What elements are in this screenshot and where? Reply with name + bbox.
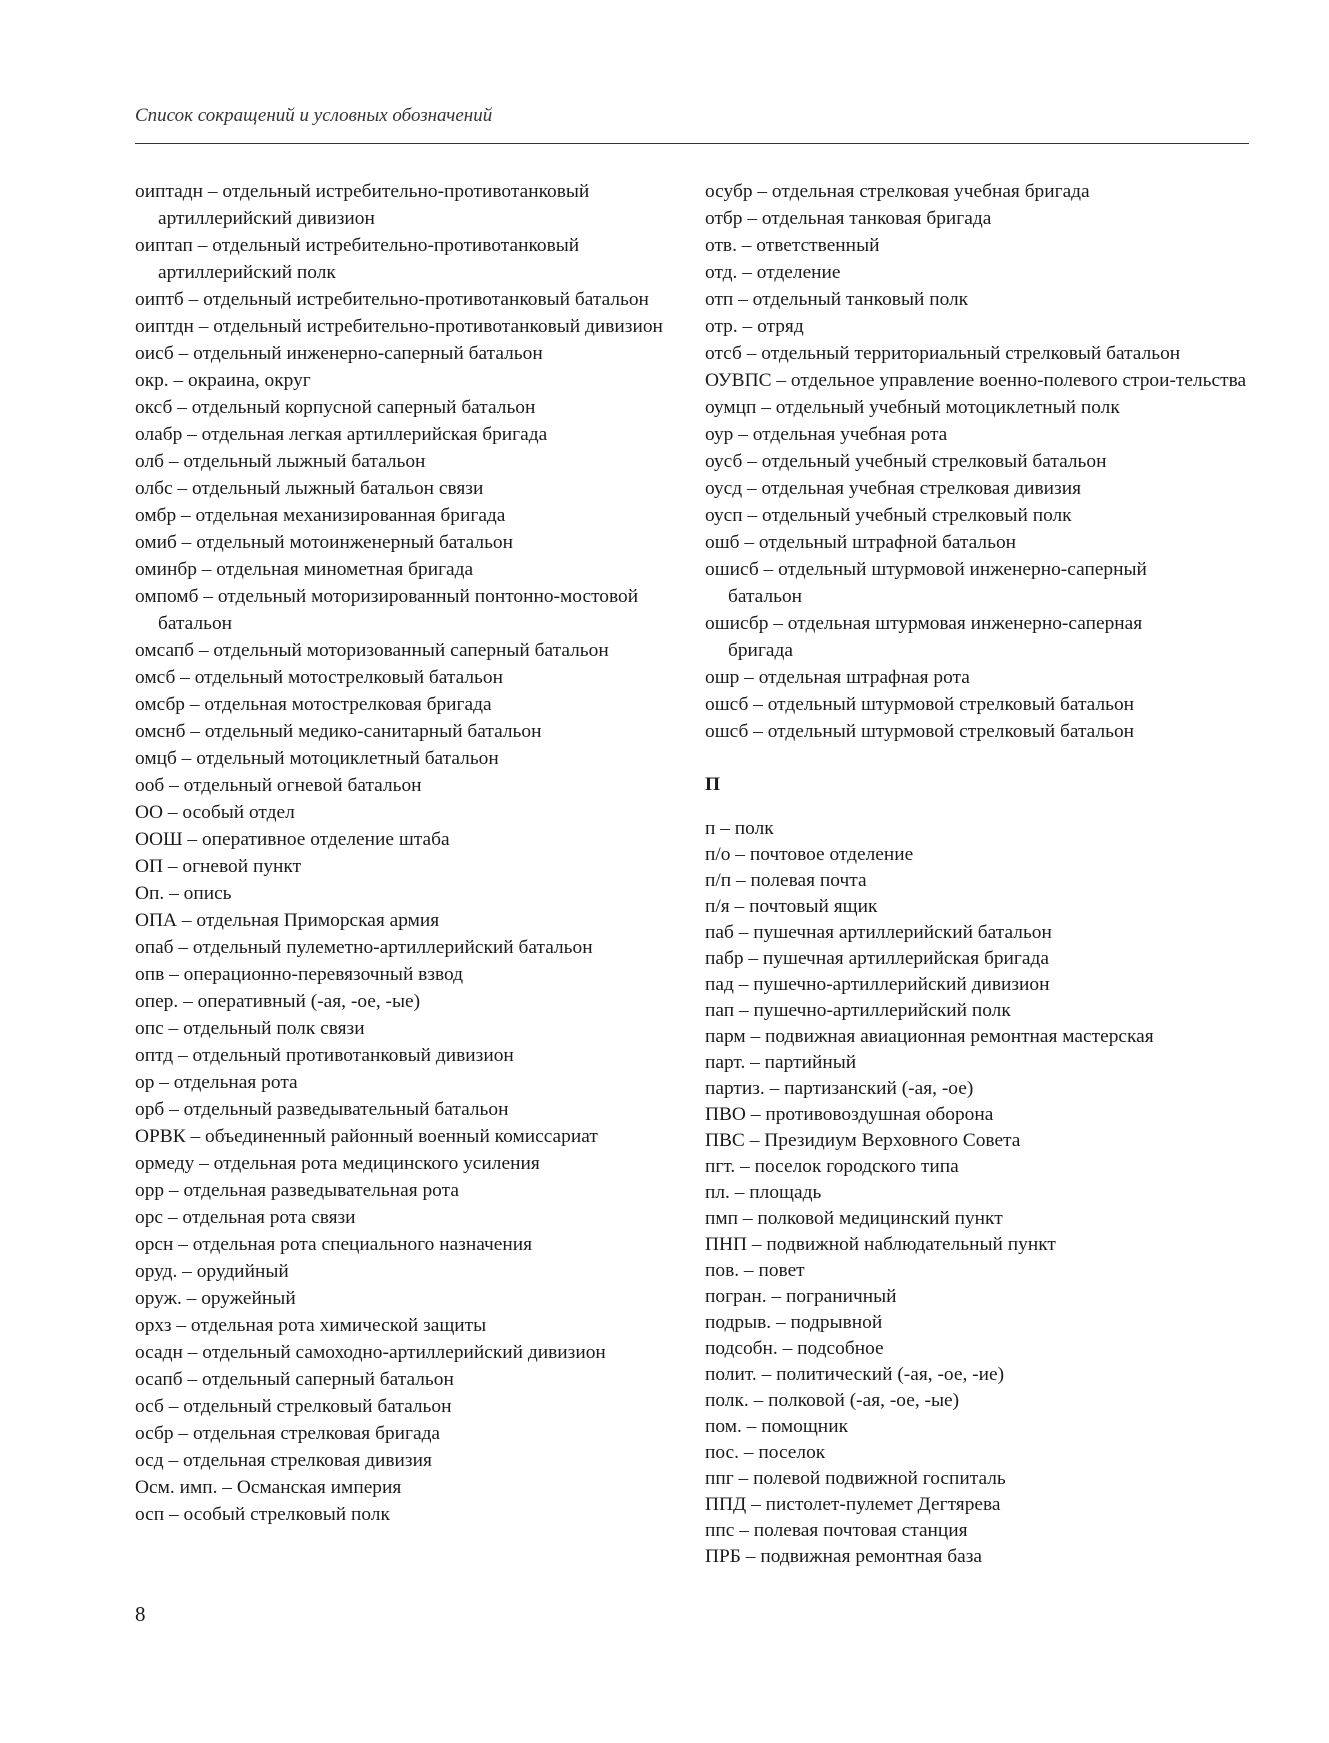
list-item: пад – пушечно-артиллерийский дивизион	[705, 974, 1050, 995]
list-item: омсб – отдельный мотострелковый батальон	[135, 667, 503, 688]
list-item: полк. – полковой (-ая, -ое, -ые)	[705, 1390, 960, 1411]
list-item: ПВО – противовоздушная оборона	[705, 1104, 994, 1125]
list-item: олб – отдельный лыжный батальон	[135, 451, 426, 472]
list-item: омбр – отдельная механизированная бригада	[135, 505, 506, 526]
list-item: осб – отдельный стрелковый батальон	[135, 1396, 452, 1417]
list-item: п/я – почтовый ящик	[705, 896, 878, 917]
list-item: п – полк	[705, 818, 774, 839]
list-item: оксб – отдельный корпусной саперный батальон	[135, 397, 536, 418]
list-item: отбр – отдельная танковая бригада	[705, 208, 992, 229]
list-item: олбс – отдельный лыжный батальон связи	[135, 478, 484, 499]
list-item: ПРБ – подвижная ремонтная база	[705, 1546, 982, 1567]
list-item: ОП – огневой пункт	[135, 856, 302, 877]
list-item: подрыв. – подрывной	[705, 1312, 883, 1333]
list-item: парм – подвижная авиационная ремонтная мастерская	[705, 1026, 1154, 1047]
list-item: омсбр – отдельная мотострелковая бригада	[135, 694, 492, 715]
list-item: орб – отдельный разведывательный батальон	[135, 1099, 509, 1120]
list-item: Оп. – опись	[135, 883, 232, 904]
list-item: орсн – отдельная рота специального назначения	[135, 1234, 533, 1255]
list-item: окр. – окраина, округ	[135, 370, 311, 391]
list-item: парт. – партийный	[705, 1052, 857, 1073]
list-item: ППД – пистолет-пулемет Дегтярева	[705, 1494, 1001, 1515]
list-item: отп – отдельный танковый полк	[705, 289, 969, 310]
list-item: омснб – отдельный медико-санитарный батальон	[135, 721, 542, 742]
list-item: оруд. – орудийный	[135, 1261, 289, 1282]
left-column	[135, 178, 690, 1528]
list-item: оиптадн – отдельный истребительно-противотанковый артиллерийский дивизион	[135, 181, 590, 229]
list-item: оиптап – отдельный истребительно-противотанковый артиллерийский полк	[135, 235, 580, 283]
list-item: осапб – отдельный саперный батальон	[135, 1369, 454, 1390]
list-item: оусп – отдельный учебный стрелковый полк	[705, 505, 1072, 526]
list-item: пап – пушечно-артиллерийский полк	[705, 1000, 1011, 1021]
list-item: осубр – отдельная стрелковая учебная бригада	[705, 181, 1090, 202]
list-item: ошб – отдельный штрафной батальон	[705, 532, 1017, 553]
list-item: пл. – площадь	[705, 1182, 822, 1203]
list-item: оусд – отдельная учебная стрелковая дивизия	[705, 478, 1082, 499]
section-p-list	[705, 816, 1250, 1570]
list-item: отсб – отдельный территориальный стрелковый батальон	[705, 343, 1181, 364]
list-item: ошисбр – отдельная штурмовая инженерно-саперная бригада	[705, 613, 1143, 661]
list-item: оисб – отдельный инженерно-саперный батальон	[135, 343, 543, 364]
list-item: пом. – помощник	[705, 1416, 848, 1437]
list-item: опаб – отдельный пулеметно-артиллерийский батальон	[135, 937, 593, 958]
list-item: ошисб – отдельный штурмовой инженерно-саперный батальон	[705, 559, 1147, 607]
list-item: орр – отдельная разведывательная рота	[135, 1180, 459, 1201]
list-item: погран. – пограничный	[705, 1286, 897, 1307]
list-item: ОО – особый отдел	[135, 802, 295, 823]
list-item: осбр – отдельная стрелковая бригада	[135, 1423, 441, 1444]
list-item: отр. – отряд	[705, 316, 804, 337]
list-item: пгт. – поселок городского типа	[705, 1156, 959, 1177]
list-item: ПНП – подвижной наблюдательный пункт	[705, 1234, 1056, 1255]
list-item: оусб – отдельный учебный стрелковый батальон	[705, 451, 1107, 472]
list-item: опер. – оперативный (-ая, -ое, -ые)	[135, 991, 421, 1012]
list-item: омиб – отдельный мотоинженерный батальон	[135, 532, 513, 553]
section-heading-p: П	[705, 774, 721, 795]
list-item: ООШ – оперативное отделение штаба	[135, 829, 450, 850]
list-item: паб – пушечная артиллерийский батальон	[705, 922, 1052, 943]
list-item: орхз – отдельная рота химической защиты	[135, 1315, 487, 1336]
list-item: оумцп – отдельный учебный мотоциклетный полк	[705, 397, 1120, 418]
list-item: оур – отдельная учебная рота	[705, 424, 948, 445]
list-item: подсобн. – подсобное	[705, 1338, 884, 1359]
running-title: Список сокращений и условных обозначений	[135, 105, 493, 126]
list-item: ПВС – Президиум Верховного Совета	[705, 1130, 1021, 1151]
page-number: 8	[135, 1602, 146, 1626]
list-item: оптд – отдельный противотанковый дивизион	[135, 1045, 514, 1066]
list-item: ОПА – отдельная Приморская армия	[135, 910, 440, 931]
list-item: п/о – почтовое отделение	[705, 844, 914, 865]
list-item: осадн – отдельный самоходно-артиллерийский дивизион	[135, 1342, 606, 1363]
list-item: п/п – полевая почта	[705, 870, 867, 891]
list-item: оиптб – отдельный истребительно-противотанковый батальон	[135, 289, 649, 310]
list-item: омцб – отдельный мотоциклетный батальон	[135, 748, 499, 769]
list-item: пмп – полковой медицинский пункт	[705, 1208, 1003, 1229]
list-item: полит. – политический (-ая, -ое, -ие)	[705, 1364, 1005, 1385]
list-item: ор – отдельная рота	[135, 1072, 298, 1093]
list-item: опв – операционно-перевязочный взвод	[135, 964, 464, 985]
list-item: ормеду – отдельная рота медицинского усиления	[135, 1153, 540, 1174]
list-item: ппс – полевая почтовая станция	[705, 1520, 968, 1541]
list-item: Осм. имп. – Османская империя	[135, 1477, 402, 1498]
right-column	[705, 178, 1250, 1570]
list-item: омсапб – отдельный моторизованный саперный батальон	[135, 640, 609, 661]
list-item: олабр – отдельная легкая артиллерийская бригада	[135, 424, 548, 445]
list-item: опс – отдельный полк связи	[135, 1018, 365, 1039]
list-item: ппг – полевой подвижной госпиталь	[705, 1468, 1006, 1489]
list-item: оиптдн – отдельный истребительно-противотанковый дивизион	[135, 316, 663, 337]
list-item: ошр – отдельная штрафная рота	[705, 667, 970, 688]
list-item: омпомб – отдельный моторизированный понтонно-мостовой батальон	[135, 586, 639, 634]
header-rule	[135, 143, 1249, 144]
list-item: оруж. – оружейный	[135, 1288, 296, 1309]
list-item: пос. – поселок	[705, 1442, 826, 1463]
list-item: ооб – отдельный огневой батальон	[135, 775, 422, 796]
list-item: пабр – пушечная артиллерийская бригада	[705, 948, 1049, 969]
list-item: отв. – ответственный	[705, 235, 880, 256]
list-item: пов. – повет	[705, 1260, 805, 1281]
list-item: ОУВПС – отдельное управление военно-полевого строи-тельства	[705, 370, 1247, 391]
list-item: осд – отдельная стрелковая дивизия	[135, 1450, 432, 1471]
list-item: осп – особый стрелковый полк	[135, 1504, 390, 1525]
list-item: ошсб – отдельный штурмовой стрелковый батальон	[705, 694, 1135, 715]
list-item: ОРВК – объединенный районный военный комиссариат	[135, 1126, 598, 1147]
list-item: оминбр – отдельная минометная бригада	[135, 559, 474, 580]
list-item: орс – отдельная рота связи	[135, 1207, 356, 1228]
list-item: ошсб – отдельный штурмовой стрелковый батальон	[705, 721, 1135, 742]
list-item: партиз. – партизанский (-ая, -ое)	[705, 1078, 974, 1099]
list-item: отд. – отделение	[705, 262, 841, 283]
